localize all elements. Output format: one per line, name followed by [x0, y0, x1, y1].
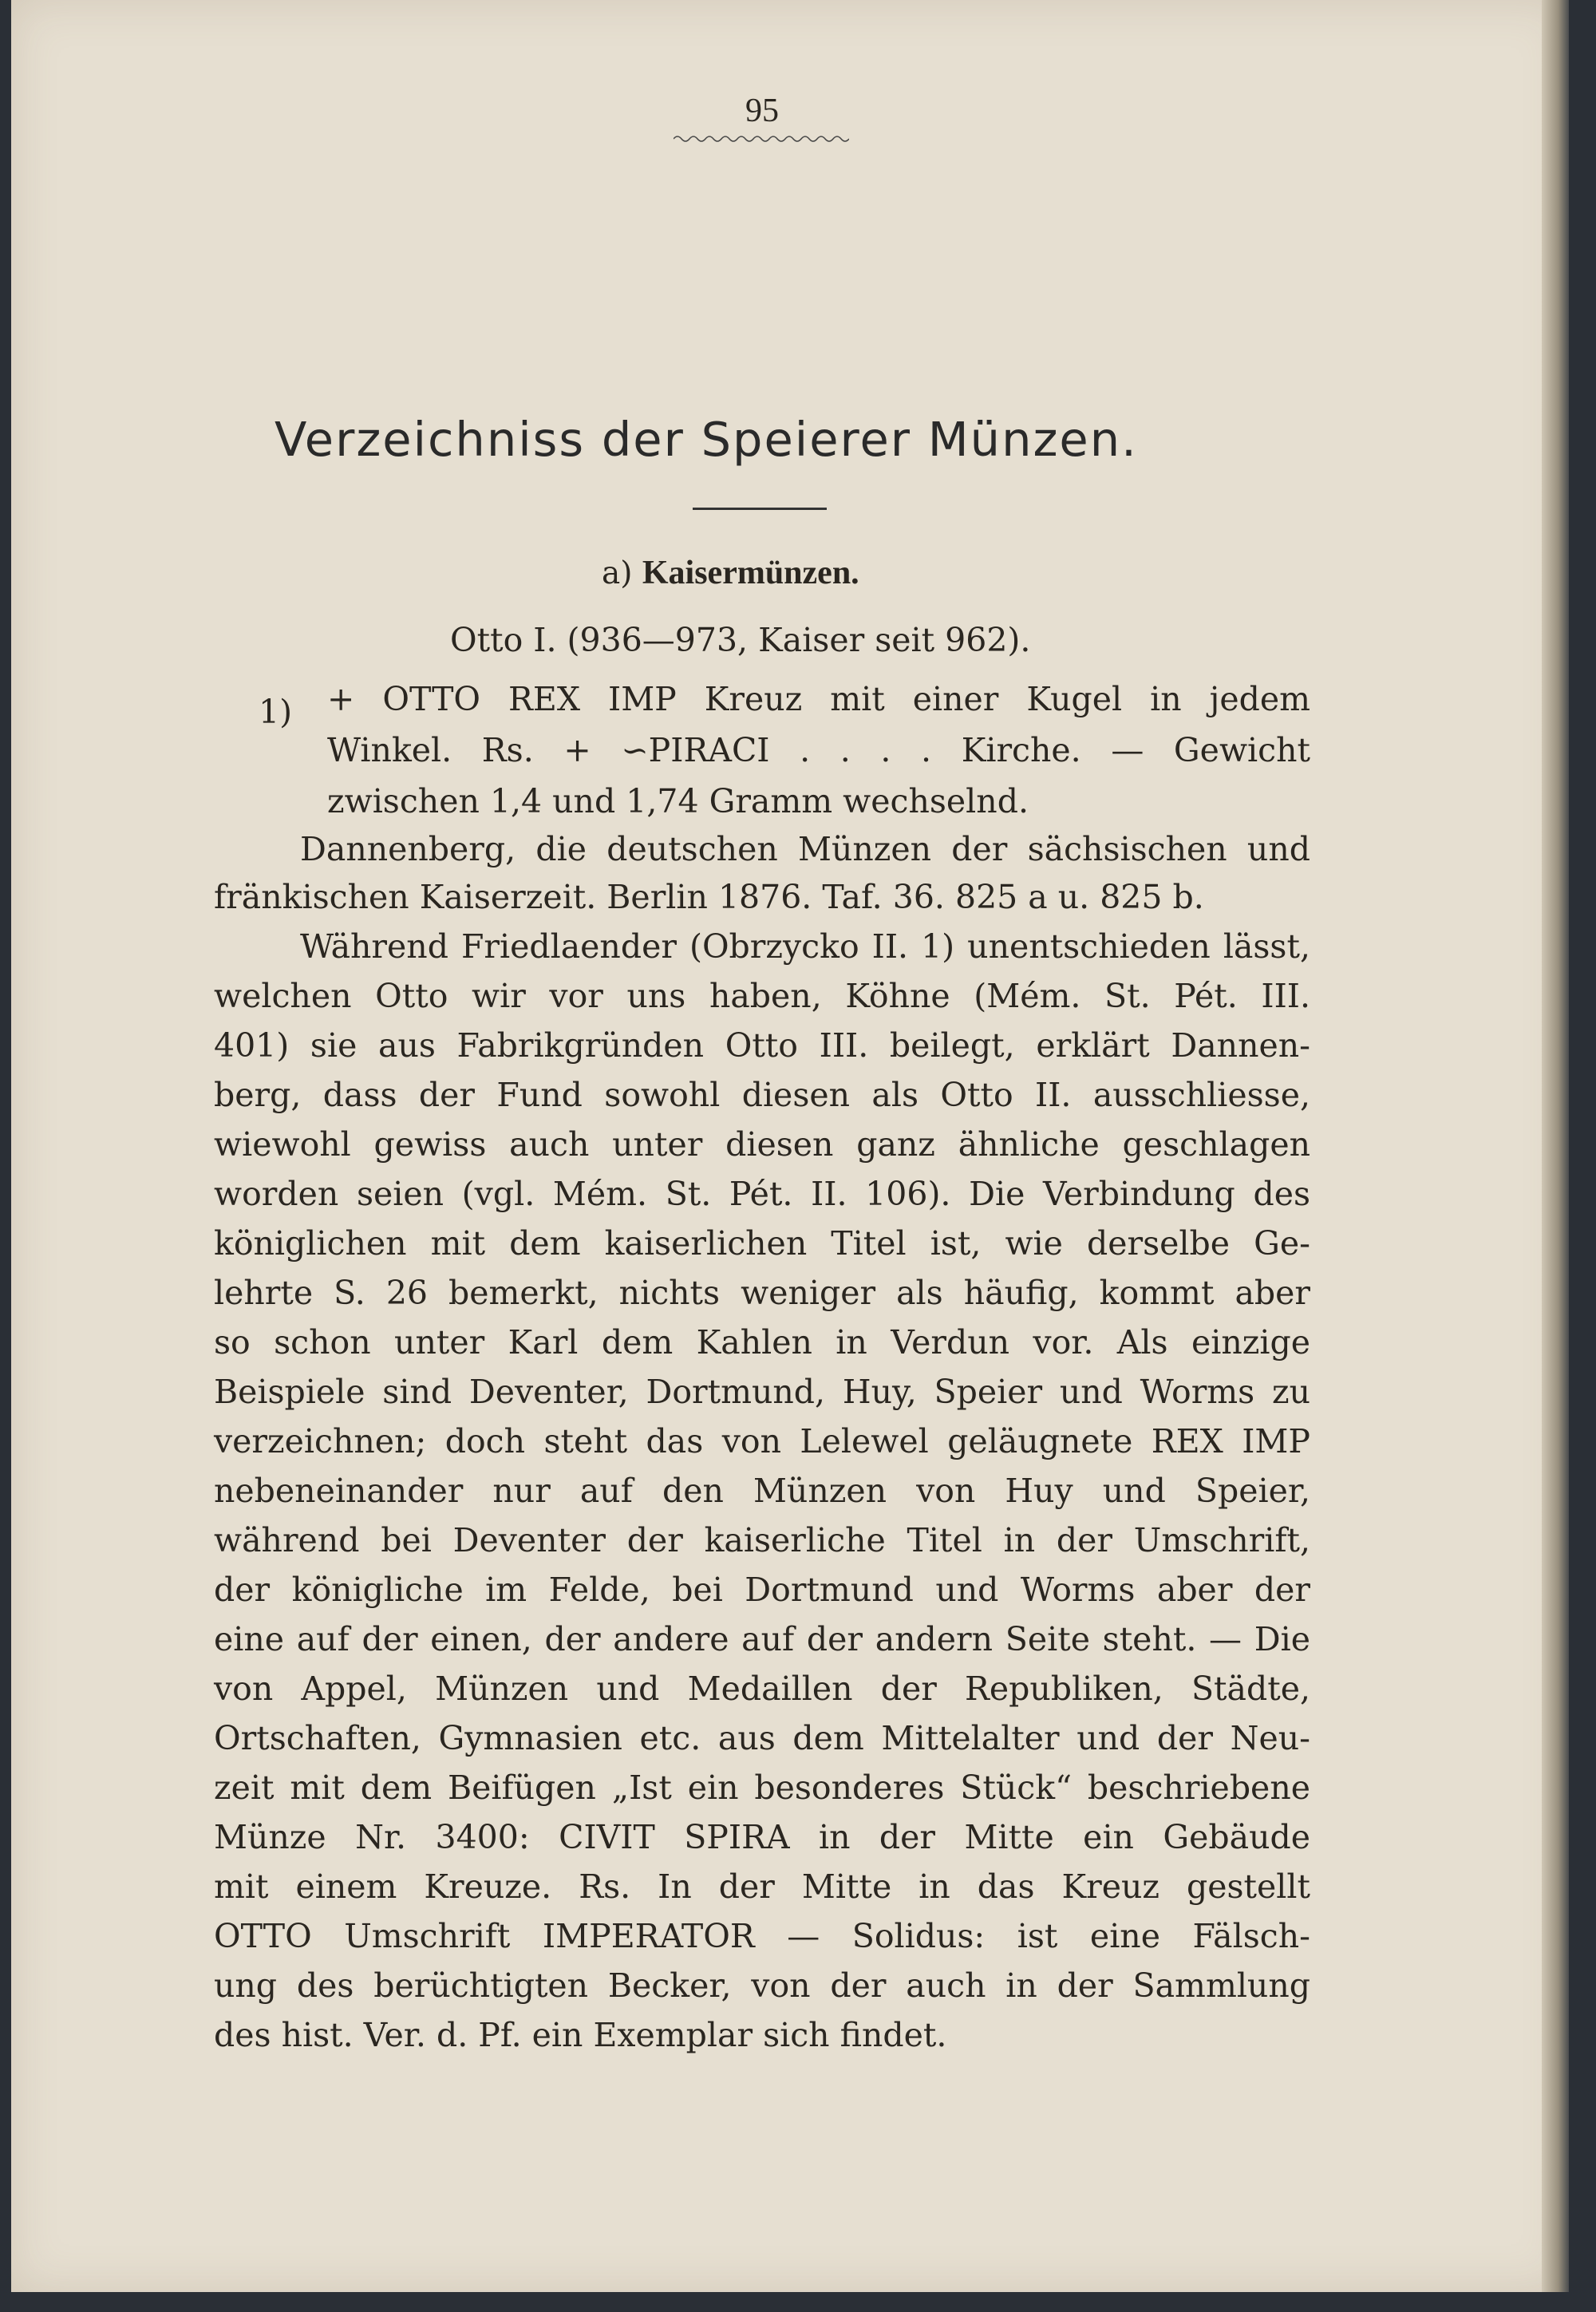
- paragraph-line: Während Friedlaender (Obrzycko II. 1) unentschieden lässt,: [300, 927, 1310, 966]
- paragraph-line: eine auf der einen, der andere auf der andern Seite steht. — Die: [214, 1620, 1310, 1658]
- paragraph-line: 401) sie aus Fabrikgründen Otto III. beilegt, erklärt Dannen-: [214, 1026, 1310, 1065]
- section-heading-text: Kaisermünzen.: [642, 555, 859, 591]
- paragraph-line: während bei Deventer der kaiserliche Titel in der Umschrift,: [214, 1521, 1310, 1559]
- paragraph-line: ung des berüchtigten Becker, von der auch in der Sammlung: [214, 1966, 1310, 2005]
- paragraph-line: fränkischen Kaiserzeit. Berlin 1876. Taf. 36. 825 a u. 825 b.: [214, 878, 1204, 916]
- entry-line: Winkel. Rs. + ∽PIRACI . . . . Kirche. — Gewicht: [327, 731, 1310, 769]
- paragraph-line: Beispiele sind Deventer, Dortmund, Huy, Speier und Worms zu: [214, 1373, 1310, 1411]
- paragraph-line: welchen Otto wir vor uns haben, Köhne (Mém. St. Pét. III.: [214, 977, 1310, 1015]
- paragraph-line: worden seien (vgl. Mém. St. Pét. II. 106). Die Verbindung des: [214, 1175, 1310, 1213]
- page-title: Verzeichniss der Speierer Münzen.: [275, 412, 1138, 467]
- paragraph-line: berg, dass der Fund sowohl diesen als Otto II. ausschliesse,: [214, 1076, 1310, 1114]
- page-edge: [1542, 0, 1569, 2292]
- reign-heading: Otto I. (936—973, Kaiser seit 962).: [450, 621, 1031, 659]
- paragraph-line: königlichen mit dem kaiserlichen Titel ist, wie derselbe Ge-: [214, 1224, 1310, 1263]
- paragraph-line: der königliche im Felde, bei Dortmund und Worms aber der: [214, 1571, 1310, 1609]
- book-page: [11, 0, 1569, 2292]
- section-prefix: a): [602, 555, 633, 591]
- title-rule: [693, 508, 827, 510]
- paragraph-line: nebeneinander nur auf den Münzen von Huy und Speier,: [214, 1472, 1310, 1510]
- paragraph-line: wiewohl gewiss auch unter diesen ganz ähnliche geschlagen: [214, 1125, 1310, 1164]
- paragraph-line: so schon unter Karl dem Kahlen in Verdun vor. Als einzige: [214, 1323, 1310, 1362]
- entry-line: zwischen 1,4 und 1,74 Gramm wechselnd.: [327, 782, 1029, 820]
- paragraph-line: Ortschaften, Gymnasien etc. aus dem Mittelalter und der Neu-: [214, 1719, 1310, 1757]
- paragraph-line: OTTO Umschrift IMPERATOR — Solidus: ist eine Fälsch-: [214, 1917, 1310, 1955]
- paragraph-line: verzeichnen; doch steht das von Lelewel geläugnete REX IMP: [214, 1422, 1310, 1460]
- section-heading: [602, 554, 859, 592]
- paragraph-line: mit einem Kreuze. Rs. In der Mitte in das Kreuz gestellt: [214, 1867, 1310, 1906]
- entry-line: + OTTO REX IMP Kreuz mit einer Kugel in jedem: [327, 680, 1310, 718]
- wavy-rule: [674, 134, 849, 144]
- entry-number: 1): [259, 693, 293, 731]
- paragraph-line: Münze Nr. 3400: CIVIT SPIRA in der Mitte ein Gebäude: [214, 1818, 1310, 1856]
- paragraph-line: von Appel, Münzen und Medaillen der Republiken, Städte,: [214, 1670, 1310, 1708]
- paragraph-line: Dannenberg, die deutschen Münzen der sächsischen und: [300, 830, 1310, 868]
- paragraph-line: lehrte S. 26 bemerkt, nichts weniger als häufig, kommt aber: [214, 1274, 1310, 1312]
- paragraph-line: des hist. Ver. d. Pf. ein Exemplar sich findet.: [214, 2016, 947, 2054]
- page-number: 95: [745, 93, 779, 129]
- paragraph-line: zeit mit dem Beifügen „Ist ein besonderes Stück“ beschriebene: [214, 1769, 1310, 1807]
